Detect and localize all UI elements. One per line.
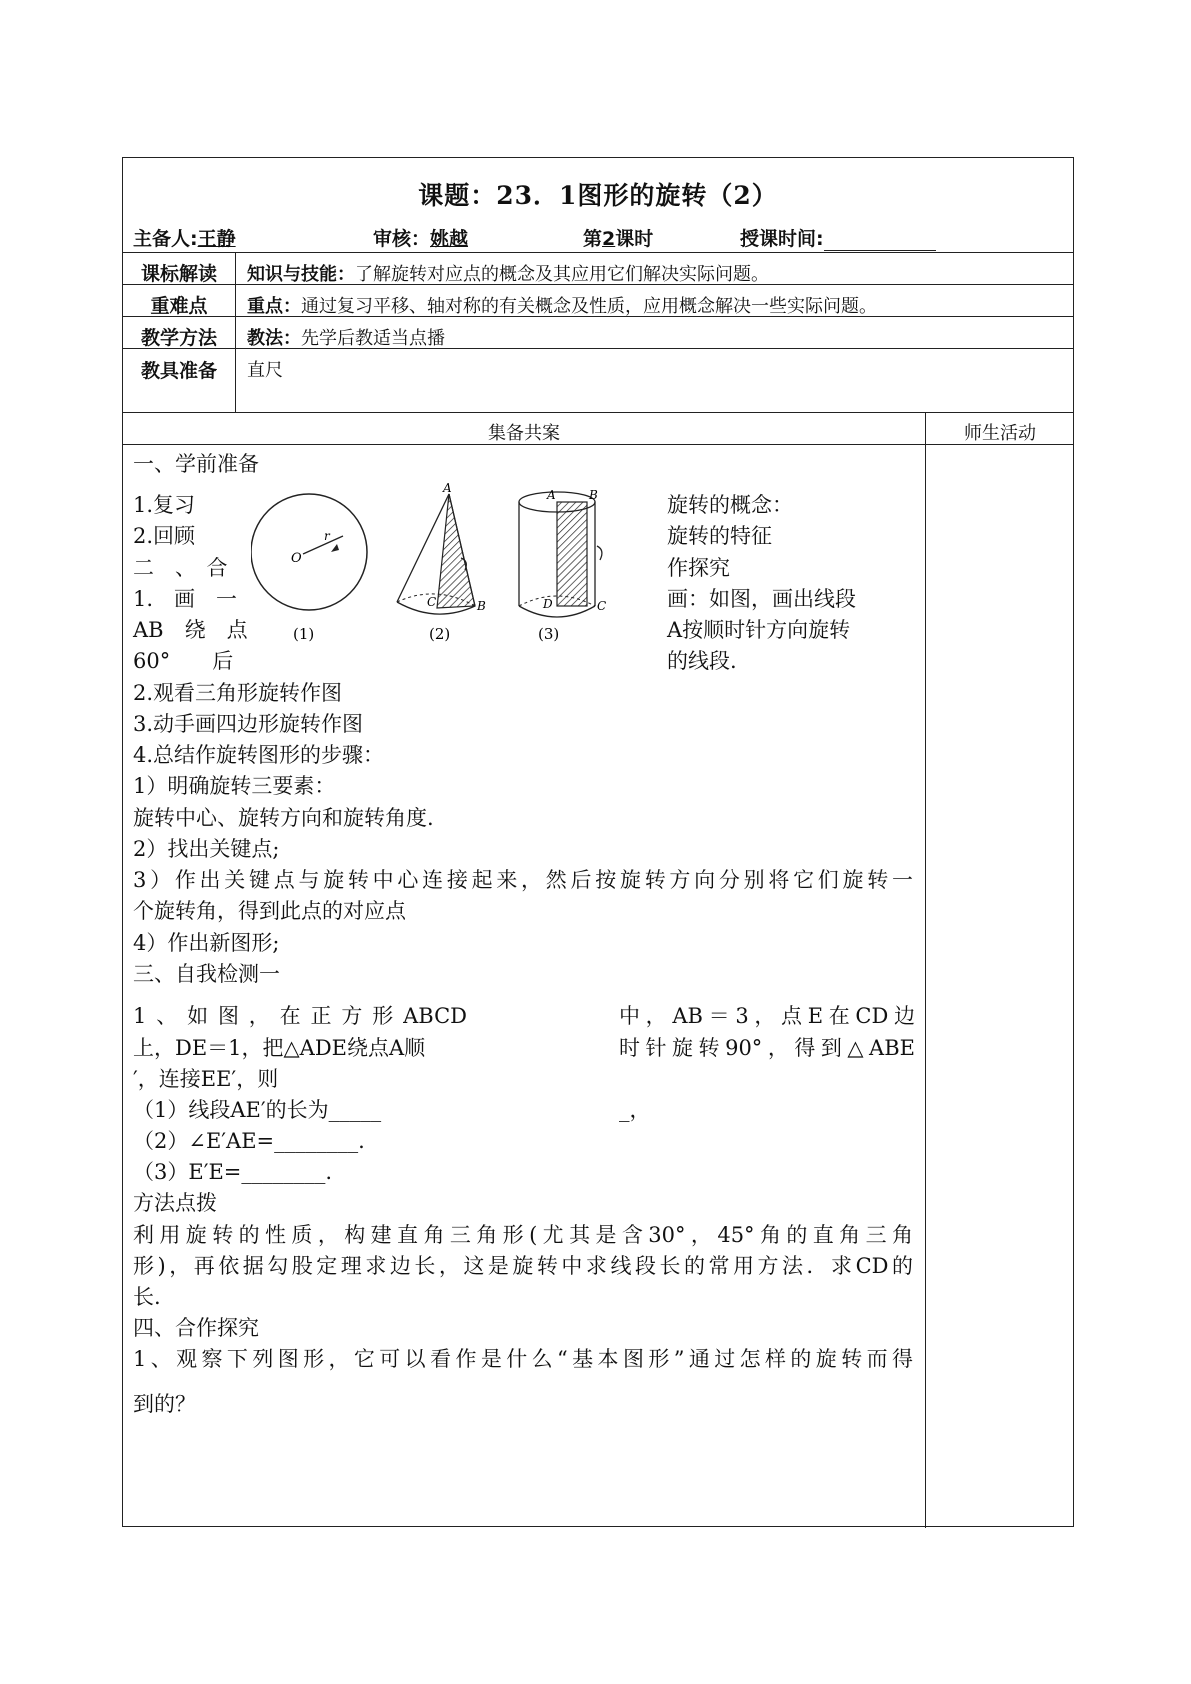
row-label: 教学方法 <box>140 327 217 349</box>
question-line: （2）∠E′AE=________. <box>133 1129 365 1153</box>
lesson-number: 第2课时 <box>583 228 654 250</box>
page-title: 课题：23．1图形的旋转（2） <box>418 181 778 210</box>
figure-label: r <box>324 529 330 543</box>
figure-label: C <box>427 595 437 609</box>
figure-caption: (3) <box>538 625 560 642</box>
circle-figure <box>251 494 367 642</box>
cone-figure <box>397 481 486 642</box>
text-line: 2.回顾 <box>133 524 196 548</box>
text-line: 旋转的概念： <box>667 493 793 517</box>
figure-label: B <box>589 488 598 502</box>
figure-label: D <box>543 597 553 611</box>
divider <box>123 252 1073 253</box>
question-line: 1、如图，在正方形ABCD <box>133 1004 467 1028</box>
figure-caption: (2) <box>429 625 451 642</box>
text-line: A按顺时针方向旋转 <box>667 618 851 642</box>
question-line: 中，AB＝3，点E在CD边 <box>619 1004 915 1028</box>
text-line: 形)，再依据勾股定理求边长，这是旋转中求线段长的常用方法．求CD的 <box>133 1254 913 1278</box>
reviewer: 审核：姚越 <box>373 228 469 250</box>
text-line: 60° 后 <box>133 649 234 673</box>
row-value: 重点：通过复习平移、轴对称的有关概念及性质，应用概念解决一些实际问题。 <box>247 296 877 317</box>
section-heading: 方法点拨 <box>133 1191 217 1215</box>
text-line: 3.动手画四边形旋转作图 <box>133 712 364 736</box>
divider <box>235 252 236 412</box>
text-line: 旋转的特征 <box>667 524 772 548</box>
text-line: 的线段. <box>667 649 737 673</box>
text-line: 2）找出关键点; <box>133 837 280 861</box>
section-heading: 三、自我检测一 <box>133 962 280 986</box>
text-line: 利用旋转的性质，构建直角三角形(尤其是含30°，45°角的直角三角 <box>133 1223 913 1247</box>
figure-label: A <box>547 488 556 502</box>
text-line: 1. 画 一 <box>133 587 238 611</box>
row-label: 重难点 <box>150 295 208 317</box>
text-line: 1.复习 <box>133 493 196 517</box>
cylinder-figure <box>519 488 606 642</box>
text-line: 个旋转角，得到此点的对应点 <box>133 899 406 923</box>
question-line: ′，连接EE′，则 <box>133 1067 279 1091</box>
lesson-plan-table <box>122 157 1074 1527</box>
figure-label: O <box>291 551 302 566</box>
figure-label: A <box>443 481 452 495</box>
text-line: 4.总结作旋转图形的步骤： <box>133 743 385 767</box>
section-heading: 一、学前准备 <box>133 452 259 476</box>
section-heading: 四、合作探究 <box>133 1316 259 1340</box>
text-line: 二 、 合 <box>133 556 228 580</box>
divider <box>925 412 926 1528</box>
time-blank <box>824 232 936 251</box>
text-line: 到的？ <box>133 1392 196 1416</box>
question-line: _， <box>619 1098 651 1122</box>
column-header-side: 师生活动 <box>964 423 1036 444</box>
figure-caption: (1) <box>293 625 315 642</box>
text-line: 4）作出新图形; <box>133 931 280 955</box>
text-line: AB 绕 点 <box>133 618 248 642</box>
question-line: （3）E′E=________. <box>133 1160 333 1184</box>
figure-label: C <box>597 599 607 613</box>
row-value: 直尺 <box>247 360 283 381</box>
row-value: 教法：先学后教适当点播 <box>247 328 445 349</box>
question-line: （1）线段AE′的长为_____ <box>133 1098 382 1122</box>
text-line: 3）作出关键点与旋转中心连接起来，然后按旋转方向分别将它们旋转一 <box>133 868 913 892</box>
rotation-figures <box>251 480 631 642</box>
row-value: 知识与技能：了解旋转对应点的概念及其应用它们解决实际问题。 <box>247 264 769 285</box>
figure-label: B <box>477 599 486 613</box>
text-line: 画：如图，画出线段 <box>667 587 856 611</box>
text-line: 1、观察下列图形，它可以看作是什么“基本图形”通过怎样的旋转而得 <box>133 1347 913 1371</box>
text-line: 长. <box>133 1285 161 1309</box>
question-line: 时针旋转90°，得到△ABE <box>619 1036 915 1060</box>
row-label: 课标解读 <box>140 263 217 285</box>
preparer: 主备人:王静 <box>133 228 236 250</box>
row-label: 教具准备 <box>140 360 217 382</box>
column-header-main: 集备共案 <box>488 423 560 444</box>
text-line: 作探究 <box>667 556 730 580</box>
text-line: 1）明确旋转三要素： <box>133 774 336 798</box>
question-line: 上，DE＝1，把△ADE绕点A顺 <box>133 1036 426 1060</box>
divider <box>123 412 1073 413</box>
text-line: 旋转中心、旋转方向和旋转角度. <box>133 806 434 830</box>
teaching-time: 授课时间: <box>740 224 936 251</box>
text-line: 2.观看三角形旋转作图 <box>133 681 343 705</box>
